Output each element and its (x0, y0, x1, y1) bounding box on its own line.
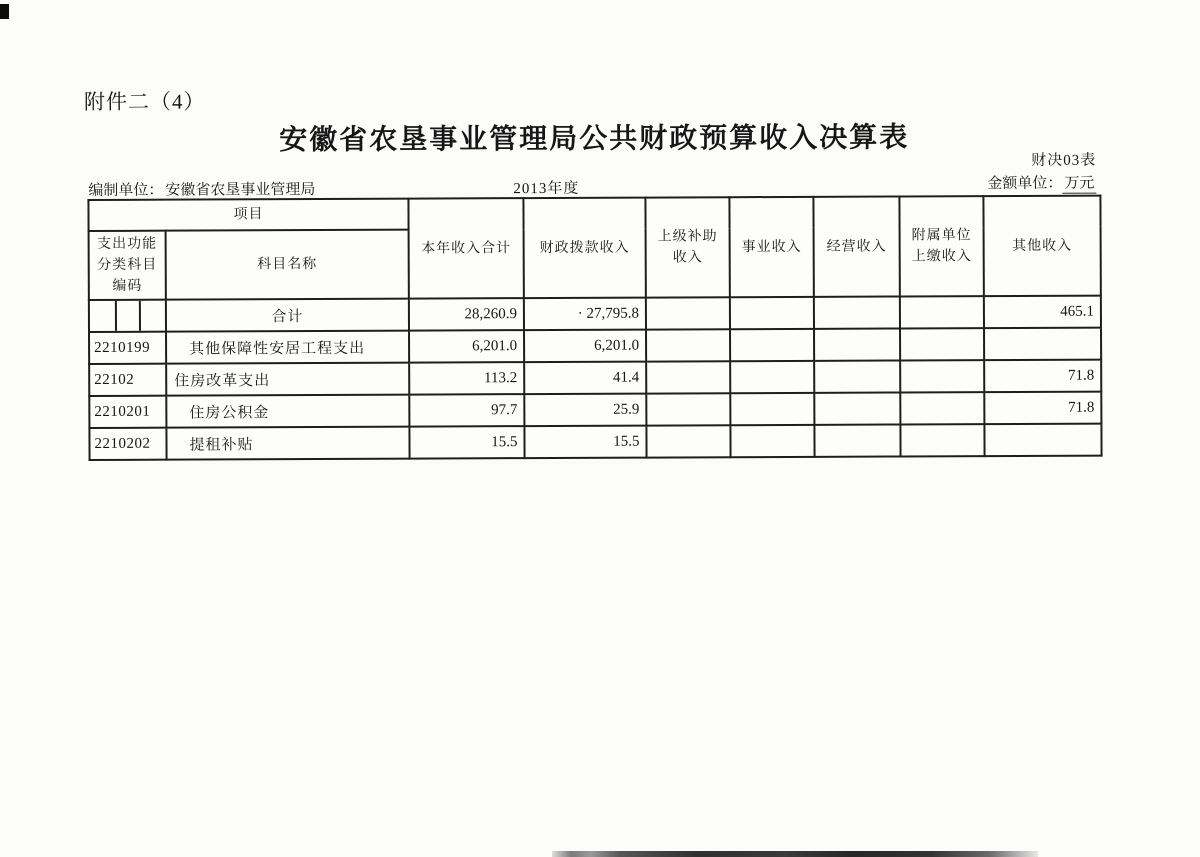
column-header-business-income: 经营收入 (813, 196, 899, 296)
subject-code-cell: 2210201 (89, 396, 166, 428)
value-cell: 25.9 (524, 394, 646, 427)
value-cell (814, 360, 900, 392)
value-cell (730, 297, 814, 329)
value-cell: 6,201.0 (524, 330, 646, 363)
page-title: 安徽省农垦事业管理局公共财政预算收入决算表 (279, 122, 910, 157)
column-header-affiliated-units: 附属单位上缴收入 (899, 196, 983, 296)
subject-code-cell: 22102 (89, 364, 166, 396)
header-row-project (88, 196, 1100, 231)
subject-name-cell: 住房公积金 (166, 395, 409, 428)
table-row (89, 328, 1101, 364)
value-cell: 71.8 (984, 360, 1101, 393)
code-header: 支出功能分类科目编码 (89, 231, 166, 300)
value-cell: 113.2 (409, 362, 524, 395)
column-header-total-income: 本年收入合计 (408, 198, 523, 299)
budget-income-table (87, 195, 1102, 461)
value-cell (814, 424, 900, 456)
value-cell (730, 329, 814, 361)
subject-name-cell: 提租补贴 (166, 427, 409, 460)
value-cell: 97.7 (409, 394, 524, 427)
value-cell: 15.5 (409, 426, 524, 459)
subject-name-header: 科目名称 (166, 230, 409, 300)
value-cell (646, 329, 730, 361)
attachment-label: 附件二（4） (83, 89, 206, 115)
value-cell (900, 296, 984, 328)
table-row (89, 360, 1101, 396)
subject-code-cell: 2210199 (89, 332, 166, 364)
value-cell (984, 424, 1101, 457)
project-header: 项目 (88, 199, 408, 231)
value-cell (900, 424, 984, 456)
column-header-fiscal-allocation: 财政拨款收入 (523, 198, 645, 299)
value-cell (730, 393, 814, 425)
table-row-total (89, 296, 1101, 332)
value-cell: 71.8 (984, 392, 1101, 425)
value-cell (900, 360, 984, 392)
value-cell (900, 392, 984, 424)
subject-name-cell: 其他保障性安居工程支出 (166, 331, 409, 364)
table-row (89, 392, 1101, 428)
value-cell: 6,201.0 (409, 330, 524, 363)
value-cell (646, 393, 730, 425)
value-cell (900, 328, 984, 360)
prepared-by-line (88, 178, 317, 200)
value-cell (730, 361, 814, 393)
prepared-by-value: 安徽省农垦事业管理局 (163, 182, 317, 201)
value-cell (646, 297, 730, 329)
amount-unit-value: 万元 (1062, 176, 1096, 194)
subject-code-cell (89, 300, 166, 332)
subject-name-cell: 住房改革支出 (166, 363, 409, 396)
value-cell (984, 328, 1101, 361)
prepared-by-label: 编制单位： (88, 182, 164, 200)
value-cell (814, 296, 900, 328)
value-cell: · 27,795.8 (524, 298, 646, 331)
value-cell: 41.4 (524, 362, 646, 395)
value-cell: 15.5 (524, 426, 646, 459)
value-cell: 28,260.9 (409, 298, 524, 331)
value-cell: 465.1 (984, 296, 1101, 329)
code-grid-divider (139, 301, 141, 331)
value-cell (646, 425, 730, 457)
table-row (89, 424, 1101, 460)
value-cell (730, 425, 814, 457)
amount-unit-label: 金额单位： (987, 175, 1063, 193)
column-header-other-income: 其他收入 (983, 196, 1100, 297)
amount-unit-line (987, 172, 1096, 193)
column-header-superior-subsidy: 上级补助收入 (645, 197, 729, 297)
form-code-label: 财决03表 (1031, 152, 1097, 169)
column-header-operating-income: 事业收入 (729, 197, 813, 297)
subject-name-cell: 合计 (166, 299, 409, 332)
code-grid-divider (115, 301, 117, 331)
value-cell (814, 392, 900, 424)
scan-artifact-bottom-stripe (552, 851, 1038, 857)
fiscal-year-label: 2013年度 (513, 180, 580, 198)
value-cell (646, 361, 730, 393)
value-cell (814, 328, 900, 360)
subject-code-cell: 2210202 (89, 428, 166, 460)
